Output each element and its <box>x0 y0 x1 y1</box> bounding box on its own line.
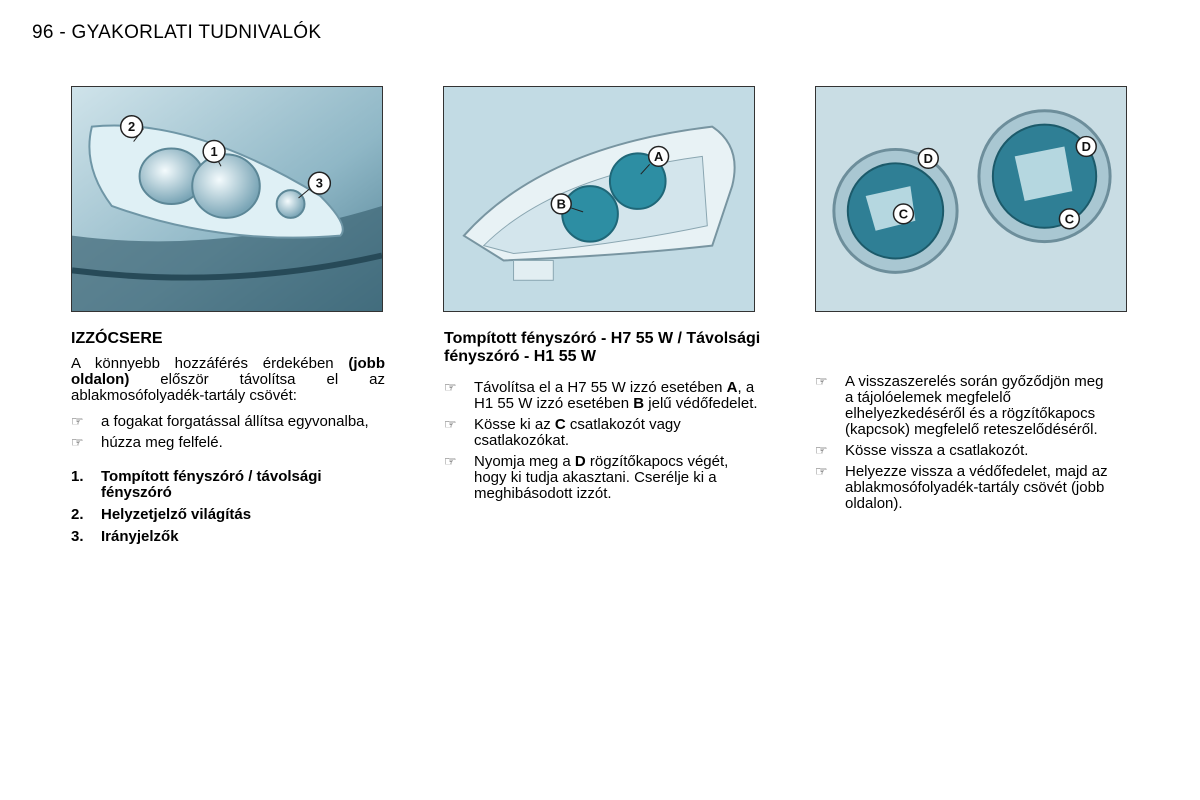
callout-label: 2 <box>128 119 136 135</box>
callout-label: B <box>556 196 566 212</box>
column-reassembly <box>815 374 1115 517</box>
section-heading: Tompított fényszóró - H7 55 W / Távolsági fényszóró - H1 55 W <box>444 330 761 365</box>
instruction-list <box>815 374 1115 512</box>
callout-label: C <box>898 206 909 222</box>
callout-label: D <box>1081 138 1091 154</box>
pointing-hand-icon: ☞ <box>444 379 457 395</box>
callout-label: 1 <box>210 143 218 159</box>
headlamp-unit-photo <box>443 86 755 312</box>
list-item: ☞ Nyomja meg a D rögzítőkapocs végét, hogy ki tudja akasztani. Cserélje ki a meghibásodott izzót. <box>444 453 729 502</box>
legend-item: 2. Helyzetjelző világítás <box>71 506 252 523</box>
pointing-hand-icon: ☞ <box>444 453 457 469</box>
list-item: ☞ A visszaszerelés során győződjön meg a tájolóelemek megfelelő elhelyezkedéséről és a rögzítőkapocs (kapcsok) megfelelő reteszelődéséről. <box>815 373 1104 438</box>
callout-label: A <box>653 148 664 164</box>
column-headlamp-bulbs <box>444 330 762 507</box>
pointing-hand-icon: ☞ <box>815 442 828 458</box>
page-header: 96 - GYAKORLATI TUDNIVALÓK <box>32 22 322 43</box>
pointing-hand-icon: ☞ <box>815 463 828 479</box>
legend-item: 1. Tompított fényszóró / távolsági fényszóró <box>71 468 322 501</box>
instruction-list <box>71 414 385 451</box>
instruction-list <box>444 380 762 502</box>
list-item: ☞ Kösse ki az C csatlakozót vagy csatlakozókat. <box>444 416 681 449</box>
pointing-hand-icon: ☞ <box>71 434 84 450</box>
callout-label: C <box>1064 211 1075 227</box>
lamp-legend <box>71 469 385 545</box>
callout-label: 3 <box>315 175 323 191</box>
pointing-hand-icon: ☞ <box>444 416 457 432</box>
pointing-hand-icon: ☞ <box>815 373 828 389</box>
list-item: ☞ Kösse vissza a csatlakozót. <box>815 442 1029 459</box>
intro-paragraph: A könnyebb hozzáférés érdekében (jobb oldalon) először távolítsa el az ablakmosófolyadék-tartály csövét: <box>71 355 385 404</box>
headlamp-photo <box>71 86 383 312</box>
bulb-holders-photo <box>815 86 1127 312</box>
list-item: ☞ húzza meg felfelé. <box>71 434 223 451</box>
list-item: ☞ Helyezze vissza a védőfedelet, majd az ablakmosófolyadék-tartály csövét (jobb oldalon). <box>815 463 1108 512</box>
callout-label: D <box>923 150 933 166</box>
pointing-hand-icon: ☞ <box>71 413 84 429</box>
list-item: ☞ a fogakat forgatással állítsa egyvonalba, <box>71 413 369 430</box>
legend-item: 3. Irányjelzők <box>71 528 179 545</box>
section-heading: IZZÓCSERE <box>71 330 163 347</box>
list-item: ☞ Távolítsa el a H7 55 W izzó esetében A, a H1 55 W izzó esetében B jelű védőfedelet. <box>444 379 758 412</box>
column-bulb-replacement <box>71 330 385 551</box>
